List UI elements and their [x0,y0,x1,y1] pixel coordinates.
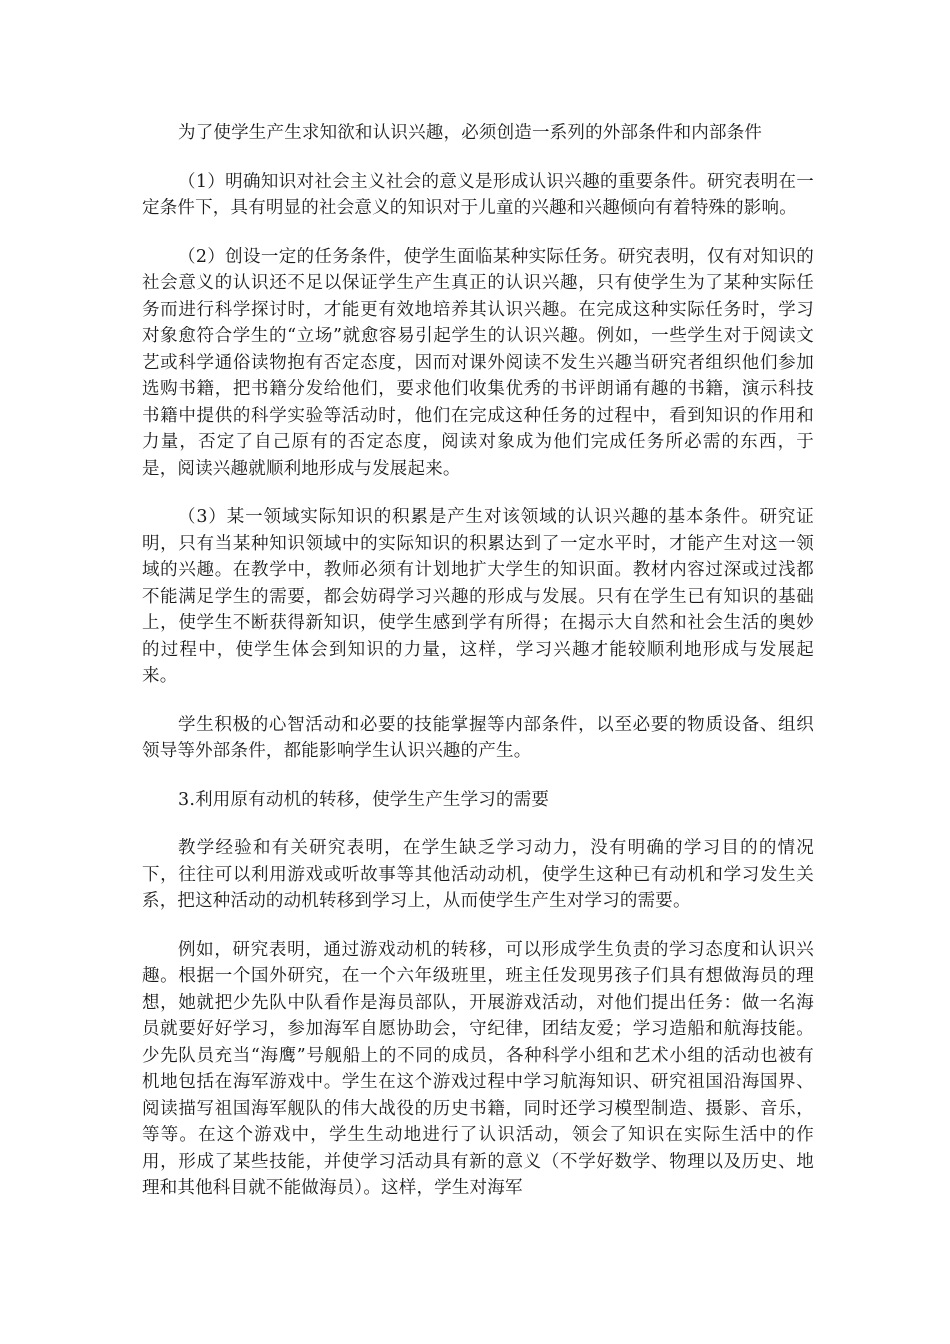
condition-3-paragraph: （3）某一领域实际知识的积累是产生对该领域的认识兴趣的基本条件。研究证明，只有当某种知识领域中的实际知识的积累达到了一定水平时，才能产生对这一领域的兴趣。在教学中，教师必须有计划地扩大学生的知识面。教材内容过深或过浅都不能满足学生的需要，都会妨碍学习兴趣的形成与发展。只有在学生已有知识的基础上，使学生不断获得新知识，使学生感到学有所得；在揭示大自然和社会生活的奥妙的过程中，使学生体会到知识的力量，这样，学习兴趣才能较顺利地形成与发展起来。 [142,507,814,686]
condition-2-paragraph: （2）创设一定的任务条件，使学生面临某种实际任务。研究表明，仅有对知识的社会意义的认识还不足以保证学生产生真正的认识兴趣，只有使学生为了某种实际任务而进行科学探讨时，才能更有效地培养其认识兴趣。在完成这种实际任务时，学习对象愈符合学生的“立场”就愈容易引起学生的认识兴趣。例如，一些学生对于阅读文艺或科学通俗读物抱有否定态度，因而对课外阅读不发生兴趣当研究者组织他们参加选购书籍，把书籍分发给他们，要求他们收集优秀的书评朗诵有趣的书籍，演示科技书籍中提供的科学实验等活动时，他们在完成这种任务的过程中，看到知识的作用和力量，否定了自己原有的否定态度，阅读对象成为他们完成任务所必需的东西，于是，阅读兴趣就顺利地形成与发展起来。 [142,246,814,479]
condition-1-paragraph: （1）明确知识对社会主义社会的意义是形成认识兴趣的重要条件。研究表明在一定条件下，具有明显的社会意义的知识对于儿童的兴趣和兴趣倾向有着特殊的影响。 [142,171,814,218]
document-body [142,120,814,1224]
example-paragraph: 例如，研究表明，通过游戏动机的转移，可以形成学生负责的学习态度和认识兴趣。根据一个国外研究，在一个六年级班里，班主任发现男孩子们具有想做海员的理想，她就把少先队中队看作是海员部队，开展游戏活动，对他们提出任务：做一名海员就要好好学习，参加海军自愿协助会，守纪律，团结友爱；学习造船和航海技能。少先队员充当“海鹰”号舰船上的不同的成员，各种科学小组和艺术小组的活动也被有机地包括在海军游戏中。学生在这个游戏过程中学习航海知识、研究祖国沿海国界、阅读描写祖国海军舰队的伟大战役的历史书籍，同时还学习模型制造、摄影、音乐，等等。在这个游戏中，学生生动地进行了认识活动，领会了知识在实际生活中的作用，形成了某些技能，并使学习活动具有新的意义（不学好数学、物理以及历史、地理和其他科目就不能做海员）。这样，学生对海军 [142,939,814,1198]
summary-paragraph: 学生积极的心智活动和必要的技能掌握等内部条件，以至必要的物质设备、组织领导等外部条件，都能影响学生认识兴趣的产生。 [142,714,814,761]
section-heading: 3.利用原有动机的转移，使学生产生学习的需要 [178,789,550,810]
intro-paragraph: 为了使学生产生求知欲和认识兴趣，必须创造一系列的外部条件和内部条件 [178,123,763,143]
motivation-transfer-paragraph: 教学经验和有关研究表明，在学生缺乏学习动力，没有明确的学习目的的情况下，往往可以利用游戏或听故事等其他活动动机，使学生这种已有动机和学习发生关系，把这种活动的动机转移到学习上，从而使学生产生对学习的需要。 [142,838,814,911]
